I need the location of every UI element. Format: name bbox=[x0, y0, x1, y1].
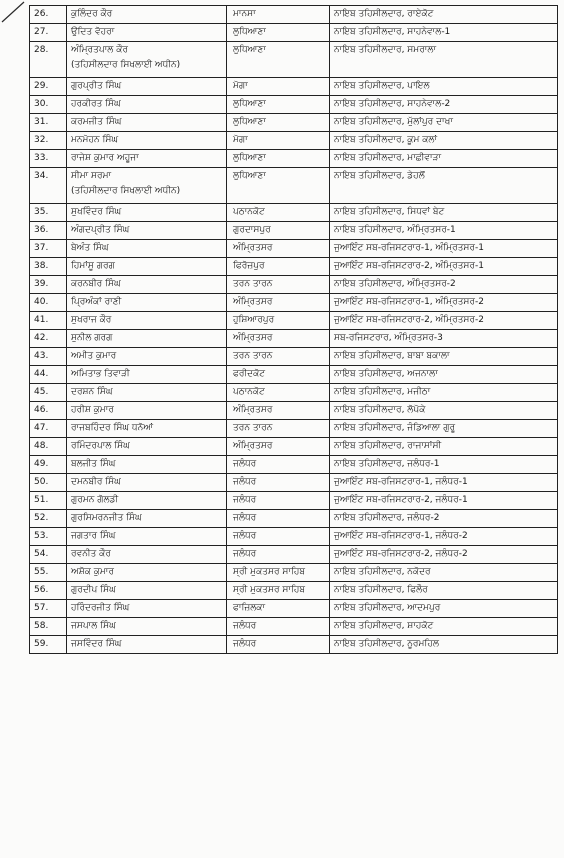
officer-name: ਦਮਨਬੀਰ ਸਿੰਘ bbox=[71, 477, 121, 487]
district: ਮੋਗਾ bbox=[233, 135, 248, 145]
district-cell bbox=[227, 456, 330, 474]
posting-cell bbox=[330, 258, 558, 276]
officer-name-cell bbox=[67, 222, 227, 240]
serial-number: 56. bbox=[30, 582, 67, 600]
table-row bbox=[30, 528, 558, 546]
table-row bbox=[30, 258, 558, 276]
table-row bbox=[30, 636, 558, 654]
officer-name: ਹਿਮਾਂਸੂ ਗਰਗ bbox=[71, 261, 115, 271]
serial-number: 59. bbox=[30, 636, 67, 654]
officer-name: ਪ੍ਰਿਅੰਕਾਂ ਰਾਣੀ bbox=[71, 297, 122, 307]
table-row bbox=[30, 618, 558, 636]
district: ਲੁਧਿਆਣਾ bbox=[233, 117, 266, 127]
district: ਤਰਨ ਤਾਰਨ bbox=[233, 279, 273, 289]
officer-name-cell bbox=[67, 402, 227, 420]
posting: ਸਬ-ਰਜਿਸਟਰਾਰ, ਅੰਮ੍ਰਿਤਸਰ-3 bbox=[334, 333, 443, 343]
district-cell bbox=[227, 204, 330, 222]
district-cell bbox=[227, 132, 330, 150]
officer-name: ਰਾਜੇਸ਼ ਕੁਮਾਰ ਅਹੂਜਾ bbox=[71, 153, 139, 163]
serial-number: 36. bbox=[30, 222, 67, 240]
officer-name-cell bbox=[67, 276, 227, 294]
serial-number: 28. bbox=[30, 42, 67, 78]
officer-name: ਜਗਤਾਰ ਸਿੰਘ bbox=[71, 531, 116, 541]
district: ਜਲੰਧਰ bbox=[233, 459, 257, 469]
table-row bbox=[30, 438, 558, 456]
serial-number: 43. bbox=[30, 348, 67, 366]
district: ਅੰਮ੍ਰਿਤਸਰ bbox=[233, 333, 273, 343]
posting: ਨਾਇਬ ਤਹਿਸੀਲਦਾਰ, ਜਲੰਧਰ-1 bbox=[334, 459, 440, 469]
table-row bbox=[30, 240, 558, 258]
district: ਲੁਧਿਆਣਾ bbox=[233, 99, 266, 109]
table-row bbox=[30, 348, 558, 366]
table-row bbox=[30, 150, 558, 168]
district-cell bbox=[227, 276, 330, 294]
officer-name-cell bbox=[67, 384, 227, 402]
table-row bbox=[30, 42, 558, 78]
district: ਲੁਧਿਆਣਾ bbox=[233, 27, 266, 37]
serial-number: 50. bbox=[30, 474, 67, 492]
officer-name: ਅਸ਼ੋਕ ਕੁਮਾਰ bbox=[71, 567, 114, 577]
posting-cell bbox=[330, 150, 558, 168]
serial-number: 45. bbox=[30, 384, 67, 402]
table-row bbox=[30, 276, 558, 294]
posting-cell bbox=[330, 564, 558, 582]
posting: ਜੁਆਇੰਟ ਸਬ-ਰਜਿਸਟਰਾਰ-2, ਅੰਮ੍ਰਿਤਸਰ-2 bbox=[334, 315, 484, 325]
district: ਲੁਧਿਆਣਾ bbox=[233, 45, 266, 55]
posting-cell bbox=[330, 276, 558, 294]
serial-number: 34. bbox=[30, 168, 67, 204]
officer-name: ਗੁਰਦੀਪ ਸਿੰਘ bbox=[71, 585, 116, 595]
serial-number: 54. bbox=[30, 546, 67, 564]
table-row bbox=[30, 294, 558, 312]
posting: ਜੁਆਇੰਟ ਸਬ-ਰਜਿਸਟਰਾਰ-1, ਜਲੰਧਰ-2 bbox=[334, 531, 468, 541]
district: ਫਿਰੋਜ਼ਪੁਰ bbox=[233, 261, 265, 271]
posting-cell bbox=[330, 114, 558, 132]
officer-name-cell bbox=[67, 204, 227, 222]
officer-name: ਜਸਵਿੰਦਰ ਸਿੰਘ bbox=[71, 639, 122, 649]
serial-number: 31. bbox=[30, 114, 67, 132]
officer-name: ਰਾਜਬਹਿੰਦਰ ਸਿੰਘ ਧਨੋਆਂ bbox=[71, 423, 154, 433]
posting: ਨਾਇਬ ਤਹਿਸੀਲਦਾਰ, ਫਿਲੌਰ bbox=[334, 585, 428, 595]
posting-cell bbox=[330, 636, 558, 654]
officer-name: ਕਰਨਬੀਰ ਸਿੰਘ bbox=[71, 279, 121, 289]
officer-name: ਸੀਮਾ ਸਰਮਾ bbox=[71, 171, 112, 181]
district: ਅੰਮ੍ਰਿਤਸਰ bbox=[233, 405, 273, 415]
district-cell bbox=[227, 438, 330, 456]
officer-name-cell bbox=[67, 168, 227, 204]
officer-name-cell bbox=[67, 348, 227, 366]
district-cell bbox=[227, 546, 330, 564]
serial-number: 39. bbox=[30, 276, 67, 294]
posting-cell bbox=[330, 474, 558, 492]
officer-name-cell bbox=[67, 366, 227, 384]
officer-name-cell bbox=[67, 564, 227, 582]
table-row bbox=[30, 420, 558, 438]
serial-number: 53. bbox=[30, 528, 67, 546]
district: ਅੰਮ੍ਰਿਤਸਰ bbox=[233, 441, 273, 451]
district-cell bbox=[227, 312, 330, 330]
serial-number: 42. bbox=[30, 330, 67, 348]
posting: ਨਾਇਬ ਤਹਿਸੀਲਦਾਰ, ਕੂਮ ਕਲਾਂ bbox=[334, 135, 437, 145]
district-cell bbox=[227, 258, 330, 276]
district-cell bbox=[227, 114, 330, 132]
posting: ਨਾਇਬ ਤਹਿਸੀਲਦਾਰ, ਜੰਡਿਆਲਾ ਗੁਰੂ bbox=[334, 423, 456, 433]
district: ਜਲੰਧਰ bbox=[233, 639, 257, 649]
serial-number: 47. bbox=[30, 420, 67, 438]
district: ਫਾਜ਼ਿਲਕਾ bbox=[233, 603, 266, 613]
district: ਲੁਧਿਆਣਾ bbox=[233, 153, 266, 163]
posting-cell bbox=[330, 600, 558, 618]
district-cell bbox=[227, 168, 330, 204]
officer-name: ਮਨਮੋਹਨ ਸਿੰਘ bbox=[71, 135, 119, 145]
serial-number: 49. bbox=[30, 456, 67, 474]
posting: ਨਾਇਬ ਤਹਿਸੀਲਦਾਰ, ਨੂਰਮਹਿਲ bbox=[334, 639, 439, 649]
posting: ਨਾਇਬ ਤਹਿਸੀਲਦਾਰ, ਜਲੰਧਰ-2 bbox=[334, 513, 440, 523]
table-row bbox=[30, 114, 558, 132]
district-cell bbox=[227, 474, 330, 492]
posting-cell bbox=[330, 546, 558, 564]
officer-name: ਕਰਮਜੀਤ ਸਿੰਘ bbox=[71, 117, 122, 127]
table-row bbox=[30, 222, 558, 240]
officer-name: ਅਮਿਤਾਭ ਤਿਵਾੜੀ bbox=[71, 369, 130, 379]
officer-name: ਬੇਅੰਤ ਸਿੰਘ bbox=[71, 243, 109, 253]
posting-cell bbox=[330, 348, 558, 366]
officer-name: ਸੁਨੀਲ ਗਰਗ bbox=[71, 333, 113, 343]
posting: ਜੁਆਇੰਟ ਸਬ-ਰਜਿਸਟਰਾਰ-1, ਜਲੰਧਰ-1 bbox=[334, 477, 468, 487]
serial-number: 51. bbox=[30, 492, 67, 510]
table-row bbox=[30, 24, 558, 42]
officer-name: ਰਮਿੰਦਰਪਾਲ ਸਿੰਘ bbox=[71, 441, 130, 451]
table-row bbox=[30, 600, 558, 618]
officer-name: ਅਮੀਤ ਕੁਮਾਰ bbox=[71, 351, 117, 361]
serial-number: 44. bbox=[30, 366, 67, 384]
table-row bbox=[30, 582, 558, 600]
serial-number: 37. bbox=[30, 240, 67, 258]
serial-number: 30. bbox=[30, 96, 67, 114]
table-row bbox=[30, 204, 558, 222]
district: ਗੁਰਦਾਸਪੁਰ bbox=[233, 225, 271, 235]
officer-name-cell bbox=[67, 636, 227, 654]
posting-cell bbox=[330, 330, 558, 348]
table-row bbox=[30, 6, 558, 24]
district: ਤਰਨ ਤਾਰਨ bbox=[233, 351, 273, 361]
district: ਜਲੰਧਰ bbox=[233, 621, 257, 631]
officer-name: ਰਵਨੀਤ ਕੌਰ bbox=[71, 549, 111, 559]
posting: ਨਾਇਬ ਤਹਿਸੀਲਦਾਰ, ਮਜੀਠਾ bbox=[334, 387, 431, 397]
officer-name: ਗੁਰਮਨ ਗੋਲਡੀ bbox=[71, 495, 119, 505]
posting: ਜੁਆਇੰਟ ਸਬ-ਰਜਿਸਟਰਾਰ-1, ਅੰਮ੍ਰਿਤਸਰ-2 bbox=[334, 297, 484, 307]
district: ਜਲੰਧਰ bbox=[233, 495, 257, 505]
table-row bbox=[30, 312, 558, 330]
posting: ਨਾਇਬ ਤਹਿਸੀਲਦਾਰ, ਅੰਮ੍ਰਿਤਸਰ-2 bbox=[334, 279, 456, 289]
district: ਜਲੰਧਰ bbox=[233, 513, 257, 523]
officer-name: ਦਰਸ਼ਨ ਸਿੰਘ bbox=[71, 387, 113, 397]
district: ਅੰਮ੍ਰਿਤਸਰ bbox=[233, 243, 273, 253]
posting: ਨਾਇਬ ਤਹਿਸੀਲਦਾਰ, ਰਾਏਕੋਟ bbox=[334, 9, 434, 19]
table-row bbox=[30, 510, 558, 528]
officer-name-cell bbox=[67, 438, 227, 456]
corner-pen-mark bbox=[0, 0, 30, 30]
district-cell bbox=[227, 582, 330, 600]
officer-name-cell bbox=[67, 456, 227, 474]
officer-name: ਬਲਜੀਤ ਸਿੰਘ bbox=[71, 459, 116, 469]
table-row bbox=[30, 546, 558, 564]
district-cell bbox=[227, 366, 330, 384]
district-cell bbox=[227, 348, 330, 366]
table-row bbox=[30, 456, 558, 474]
posting-cell bbox=[330, 456, 558, 474]
district-cell bbox=[227, 384, 330, 402]
district-cell bbox=[227, 42, 330, 78]
table-row bbox=[30, 168, 558, 204]
officer-name-cell bbox=[67, 96, 227, 114]
serial-number: 57. bbox=[30, 600, 67, 618]
officer-name-cell bbox=[67, 294, 227, 312]
officer-name-note: (ਤਹਿਸੀਲਦਾਰ ਸਿਖਲਾਈ ਅਧੀਨ) bbox=[71, 186, 181, 196]
posting-cell bbox=[330, 168, 558, 204]
serial-number: 38. bbox=[30, 258, 67, 276]
posting: ਨਾਇਬ ਤਹਿਸੀਲਦਾਰ, ਸ਼ਾਹਕੋਟ bbox=[334, 621, 434, 631]
district-cell bbox=[227, 222, 330, 240]
posting: ਨਾਇਬ ਤਹਿਸੀਲਦਾਰ, ਡੇਹਲੋਂ bbox=[334, 171, 425, 181]
posting-cell bbox=[330, 312, 558, 330]
posting: ਨਾਇਬ ਤਹਿਸੀਲਦਾਰ, ਸਾਹਨੇਵਾਲ-2 bbox=[334, 99, 451, 109]
posting-cell bbox=[330, 510, 558, 528]
officer-name: ਸੁਖਰਾਜ ਕੌਰ bbox=[71, 315, 112, 325]
officer-name: ਕੁਲਿੰਦਰ ਕੌਰ bbox=[71, 9, 113, 19]
district-cell bbox=[227, 618, 330, 636]
posting-cell bbox=[330, 6, 558, 24]
officer-name: ਜਸਪਾਲ ਸਿੰਘ bbox=[71, 621, 116, 631]
posting-cell bbox=[330, 618, 558, 636]
officer-transfer-table bbox=[29, 5, 558, 654]
posting: ਨਾਇਬ ਤਹਿਸੀਲਦਾਰ, ਆਦਮਪੁਰ bbox=[334, 603, 441, 613]
serial-number: 32. bbox=[30, 132, 67, 150]
posting: ਨਾਇਬ ਤਹਿਸੀਲਦਾਰ, ਅੰਮ੍ਰਿਤਸਰ-1 bbox=[334, 225, 456, 235]
table-row bbox=[30, 402, 558, 420]
posting: ਨਾਇਬ ਤਹਿਸੀਲਦਾਰ, ਸਾਹਨੇਵਾਲ-1 bbox=[334, 27, 451, 37]
officer-name-cell bbox=[67, 582, 227, 600]
officer-name-cell bbox=[67, 312, 227, 330]
posting: ਨਾਇਬ ਤਹਿਸੀਲਦਾਰ, ਸਮਰਾਲਾ bbox=[334, 45, 437, 55]
serial-number: 29. bbox=[30, 78, 67, 96]
posting: ਨਾਇਬ ਤਹਿਸੀਲਦਾਰ, ਮੁੱਲਾਂਪੁਰ ਦਾਖਾ bbox=[334, 117, 453, 127]
district-cell bbox=[227, 600, 330, 618]
posting-cell bbox=[330, 24, 558, 42]
district-cell bbox=[227, 78, 330, 96]
posting-cell bbox=[330, 384, 558, 402]
posting-cell bbox=[330, 132, 558, 150]
posting-cell bbox=[330, 240, 558, 258]
officer-name-cell bbox=[67, 492, 227, 510]
district-cell bbox=[227, 6, 330, 24]
serial-number: 52. bbox=[30, 510, 67, 528]
officer-name: ਗੁਰਸਿਮਰਨਜੀਤ ਸਿੰਘ bbox=[71, 513, 142, 523]
serial-number: 33. bbox=[30, 150, 67, 168]
posting-cell bbox=[330, 438, 558, 456]
posting-cell bbox=[330, 366, 558, 384]
district-cell bbox=[227, 636, 330, 654]
district-cell bbox=[227, 402, 330, 420]
serial-number: 41. bbox=[30, 312, 67, 330]
posting-cell bbox=[330, 492, 558, 510]
posting: ਜੁਆਇੰਟ ਸਬ-ਰਜਿਸਟਰਾਰ-1, ਅੰਮ੍ਰਿਤਸਰ-1 bbox=[334, 243, 484, 253]
serial-number: 27. bbox=[30, 24, 67, 42]
district-cell bbox=[227, 528, 330, 546]
posting: ਨਾਇਬ ਤਹਿਸੀਲਦਾਰ, ਰਾਜਾਸਾਂਸੀ bbox=[334, 441, 442, 451]
officer-name-cell bbox=[67, 6, 227, 24]
district-cell bbox=[227, 150, 330, 168]
officer-name: ਹਰੀਸ਼ ਕੁਮਾਰ bbox=[71, 405, 114, 415]
serial-number: 55. bbox=[30, 564, 67, 582]
district-cell bbox=[227, 510, 330, 528]
officer-name-cell bbox=[67, 240, 227, 258]
posting-cell bbox=[330, 294, 558, 312]
district: ਲੁਧਿਆਣਾ bbox=[233, 171, 266, 181]
posting: ਨਾਇਬ ਤਹਿਸੀਲਦਾਰ, ਪਾਇਲ bbox=[334, 81, 430, 91]
officer-name-note: (ਤਹਿਸੀਲਦਾਰ ਸਿਖਲਾਈ ਅਧੀਨ) bbox=[71, 60, 181, 70]
posting-cell bbox=[330, 420, 558, 438]
officer-name-cell bbox=[67, 600, 227, 618]
serial-number: 58. bbox=[30, 618, 67, 636]
officer-name: ਹਰਕੀਰਤ ਸਿੰਘ bbox=[71, 99, 121, 109]
district: ਜਲੰਧਰ bbox=[233, 531, 257, 541]
posting-cell bbox=[330, 582, 558, 600]
officer-name: ਅੰਗਦਪ੍ਰੀਤ ਸਿੰਘ bbox=[71, 225, 130, 235]
officer-name: ਗੁਰਪ੍ਰੀਤ ਸਿੰਘ bbox=[71, 81, 122, 91]
district-cell bbox=[227, 96, 330, 114]
officer-name: ਹਰਿੰਦਰਜੀਤ ਸਿੰਘ bbox=[71, 603, 130, 613]
officer-name-cell bbox=[67, 618, 227, 636]
district: ਸ੍ਰੀ ਮੁਕਤਸਰ ਸਾਹਿਬ bbox=[233, 567, 306, 577]
posting-cell bbox=[330, 402, 558, 420]
officer-name-cell bbox=[67, 258, 227, 276]
officer-name-cell bbox=[67, 528, 227, 546]
posting: ਨਾਇਬ ਤਹਿਸੀਲਦਾਰ, ਅਜਨਾਲਾ bbox=[334, 369, 438, 379]
table-row bbox=[30, 78, 558, 96]
table-row bbox=[30, 132, 558, 150]
district-cell bbox=[227, 294, 330, 312]
serial-number: 48. bbox=[30, 438, 67, 456]
officer-name: ਅੰਮ੍ਰਿਤਪਾਲ ਕੌਰ bbox=[71, 45, 128, 55]
officer-name-cell bbox=[67, 42, 227, 78]
district: ਅੰਮ੍ਰਿਤਸਰ bbox=[233, 297, 273, 307]
posting: ਨਾਇਬ ਤਹਿਸੀਲਦਾਰ, ਨਕੋਦਰ bbox=[334, 567, 431, 577]
table-row bbox=[30, 384, 558, 402]
posting: ਨਾਇਬ ਤਹਿਸੀਲਦਾਰ, ਬਾਬਾ ਬਕਾਲਾ bbox=[334, 351, 450, 361]
district-cell bbox=[227, 420, 330, 438]
officer-name-cell bbox=[67, 510, 227, 528]
serial-number: 35. bbox=[30, 204, 67, 222]
officer-name-cell bbox=[67, 474, 227, 492]
district: ਪਠਾਨਕੋਟ bbox=[233, 387, 265, 397]
serial-number: 46. bbox=[30, 402, 67, 420]
officer-name-cell bbox=[67, 546, 227, 564]
table-row bbox=[30, 474, 558, 492]
officer-name-cell bbox=[67, 78, 227, 96]
district: ਹੁਸ਼ਿਆਰਪੁਰ bbox=[233, 315, 275, 325]
posting: ਜੁਆਇੰਟ ਸਬ-ਰਜਿਸਟਰਾਰ-2, ਜਲੰਧਰ-1 bbox=[334, 495, 468, 505]
posting: ਜੁਆਇੰਟ ਸਬ-ਰਜਿਸਟਰਾਰ-2, ਅੰਮ੍ਰਿਤਸਰ-1 bbox=[334, 261, 484, 271]
district: ਮਾਨਸਾ bbox=[233, 9, 256, 19]
posting-cell bbox=[330, 222, 558, 240]
officer-name-cell bbox=[67, 114, 227, 132]
table-row bbox=[30, 492, 558, 510]
table-row bbox=[30, 330, 558, 348]
officer-name-cell bbox=[67, 132, 227, 150]
posting: ਨਾਇਬ ਤਹਿਸੀਲਦਾਰ, ਮਾਛੀਵਾੜਾ bbox=[334, 153, 442, 163]
table-row bbox=[30, 366, 558, 384]
table-row bbox=[30, 564, 558, 582]
officer-name-cell bbox=[67, 330, 227, 348]
district: ਮੋਗਾ bbox=[233, 81, 248, 91]
serial-number: 26. bbox=[30, 6, 67, 24]
district-cell bbox=[227, 24, 330, 42]
district: ਪਠਾਨਕੋਟ bbox=[233, 207, 265, 217]
officer-name: ਉਦਿਤ ਵੋਹਰਾ bbox=[71, 27, 115, 37]
officer-name-cell bbox=[67, 24, 227, 42]
table-body bbox=[30, 6, 558, 654]
officer-name-cell bbox=[67, 150, 227, 168]
posting-cell bbox=[330, 204, 558, 222]
district-cell bbox=[227, 240, 330, 258]
district: ਜਲੰਧਰ bbox=[233, 477, 257, 487]
posting-cell bbox=[330, 78, 558, 96]
posting: ਜੁਆਇੰਟ ਸਬ-ਰਜਿਸਟਰਾਰ-2, ਜਲੰਧਰ-2 bbox=[334, 549, 468, 559]
posting: ਨਾਇਬ ਤਹਿਸੀਲਦਾਰ, ਸਿਧਵਾਂ ਬੇਟ bbox=[334, 207, 445, 217]
district: ਸ੍ਰੀ ਮੁਕਤਸਰ ਸਾਹਿਬ bbox=[233, 585, 306, 595]
district: ਫਰੀਦਕੋਟ bbox=[233, 369, 266, 379]
posting-cell bbox=[330, 96, 558, 114]
district: ਤਰਨ ਤਾਰਨ bbox=[233, 423, 273, 433]
district-cell bbox=[227, 330, 330, 348]
posting-cell bbox=[330, 528, 558, 546]
table-row bbox=[30, 96, 558, 114]
posting-cell bbox=[330, 42, 558, 78]
posting: ਨਾਇਬ ਤਹਿਸੀਲਦਾਰ, ਲੋਪੋਕੇ bbox=[334, 405, 426, 415]
district-cell bbox=[227, 564, 330, 582]
serial-number: 40. bbox=[30, 294, 67, 312]
officer-name-cell bbox=[67, 420, 227, 438]
district-cell bbox=[227, 492, 330, 510]
district: ਜਲੰਧਰ bbox=[233, 549, 257, 559]
officer-name: ਸੁਖਵਿੰਦਰ ਸਿੰਘ bbox=[71, 207, 122, 217]
